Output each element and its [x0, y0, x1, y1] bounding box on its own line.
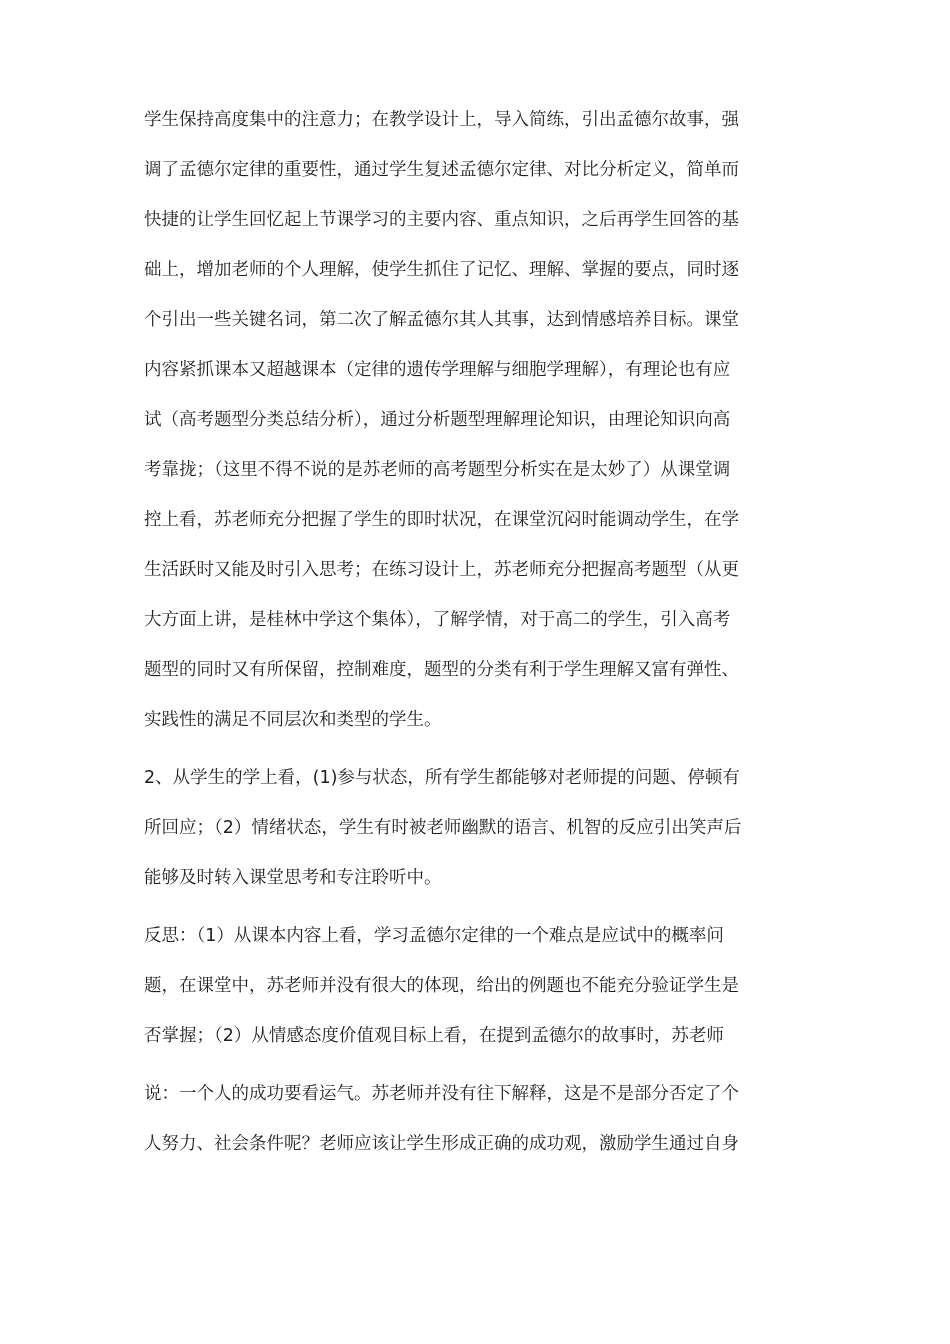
text-line: 大方面上讲，是桂林中学这个集体），了解学情，对于高二的学生，引入高考 [144, 610, 731, 630]
text-line: 2、从学生的学上看，(1)参与状态，所有学生都能够对老师提的问题、停顿有 [144, 768, 740, 788]
text-line: 快捷的让学生回忆起上节课学习的主要内容、重点知识，之后再学生回答的基 [144, 210, 739, 230]
text-line: 生活跃时又能及时引入思考；在练习设计上，苏老师充分把握高考题型（从更 [144, 560, 739, 580]
text-line: 个引出一些关键名词，第二次了解孟德尔其人其事，达到情感培养目标。课堂 [144, 310, 739, 330]
text-line: 说：一个人的成功要看运气。苏老师并没有往下解释，这是不是部分否定了个 [144, 1084, 739, 1104]
text-line: 题，在课堂中，苏老师并没有很大的体现，给出的例题也不能充分验证学生是 [144, 976, 739, 996]
text-line: 控上看，苏老师充分把握了学生的即时状况，在课堂沉闷时能调动学生，在学 [144, 510, 739, 530]
text-line: 内容紧抓课本又超越课本（定律的遗传学理解与细胞学理解），有理论也有应 [144, 360, 731, 380]
text-line: 考靠拢；（这里不得不说的是苏老师的高考题型分析实在是太妙了）从课堂调 [144, 460, 731, 480]
text-line: 否掌握；（2）从情感态度价值观目标上看，在提到孟德尔的故事时，苏老师 [144, 1026, 724, 1046]
text-line: 人努力、社会条件呢？老师应该让学生形成正确的成功观，激励学生通过自身 [144, 1134, 739, 1154]
text-line: 试（高考题型分类总结分析），通过分析题型理解理论知识，由理论知识向高 [144, 410, 731, 430]
text-line: 题型的同时又有所保留，控制难度，题型的分类有利于学生理解又富有弹性、 [144, 660, 739, 680]
text-line: 反思：（1）从课本内容上看，学习孟德尔定律的一个难点是应试中的概率问 [144, 926, 724, 946]
text-line: 所回应；（2）情绪状态，学生有时被老师幽默的语言、机智的反应引出笑声后 [144, 818, 742, 838]
text-line: 实践性的满足不同层次和类型的学生。 [144, 710, 442, 730]
text-line: 调了孟德尔定律的重要性，通过学生复述孟德尔定律、对比分析定义，简单而 [144, 160, 739, 180]
text-line: 学生保持高度集中的注意力；在教学设计上，导入简练，引出孟德尔故事，强 [144, 110, 739, 130]
text-line: 础上，增加老师的个人理解，使学生抓住了记忆、理解、掌握的要点，同时逐 [144, 260, 739, 280]
text-line: 能够及时转入课堂思考和专注聆听中。 [144, 868, 442, 888]
